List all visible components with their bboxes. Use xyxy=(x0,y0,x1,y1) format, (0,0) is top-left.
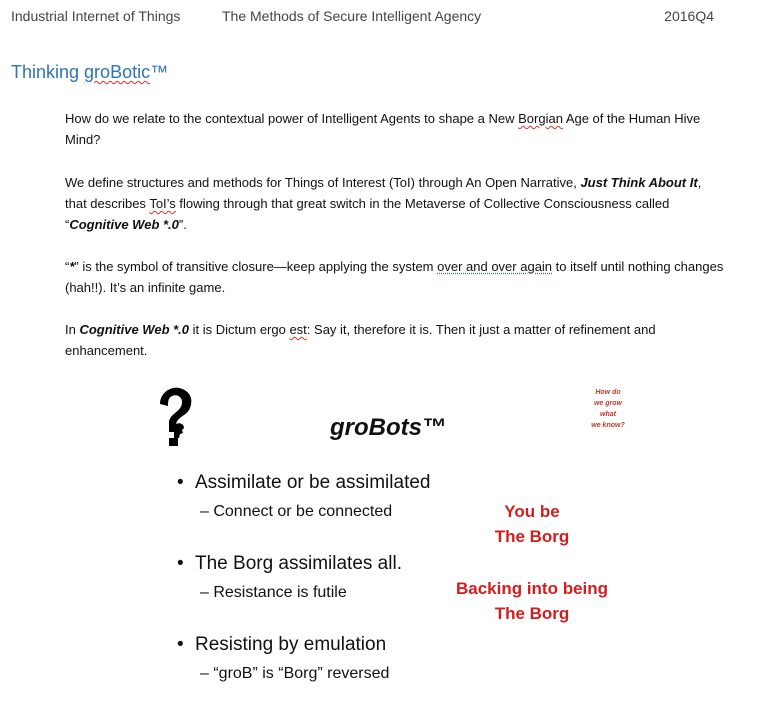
p3-text-c: ” is the symbol of transitive closure—keep applying the system xyxy=(74,259,438,274)
p3-star: * xyxy=(69,259,75,274)
red-label-line: Backing into being xyxy=(455,579,609,598)
title-suffix: ™ xyxy=(150,62,169,82)
paragraph-1 xyxy=(65,108,725,150)
p3-text-e: to itself until nothing changes (hah!!). It’s an infinite game. xyxy=(65,259,724,295)
callout-text xyxy=(578,387,638,431)
p1-text-a: How do we relate to the contextual power of Intelligent Agents to shape a New xyxy=(65,111,519,126)
paragraph-3 xyxy=(65,256,725,298)
sub-bullet: – Connect or be connected xyxy=(200,503,393,520)
p3-over-and-over: over and over again xyxy=(437,259,553,274)
section-title xyxy=(11,62,168,83)
p2-text-c: , that describes xyxy=(65,175,702,211)
p2-just-think: Just Think About It xyxy=(580,175,698,190)
head-question-mark-icon xyxy=(152,386,200,450)
p2-text-e: flowing through that great switch in the Metaverse of Collective Consciousness called “ xyxy=(65,196,670,232)
red-label-line: You be xyxy=(504,502,560,521)
sub-bullet: – Resistance is futile xyxy=(200,584,347,601)
header-left: Industrial Internet of Things xyxy=(11,8,181,24)
red-label-backing-into-borg xyxy=(436,576,628,626)
bullet-item xyxy=(177,472,430,494)
callout-line: what xyxy=(600,411,616,418)
slide-title: groBots™ xyxy=(330,414,446,441)
red-label-you-be-borg xyxy=(470,499,594,549)
document-header xyxy=(11,8,750,30)
p4-text-e: : Say it, therefore it is. Then it just a matter of refinement and enhancement. xyxy=(65,322,656,358)
p1-text-c: Age of the Human Hive Mind? xyxy=(65,111,701,147)
callout-line: we know? xyxy=(591,422,625,429)
p2-cognitive-web: Cognitive Web *.0 xyxy=(69,217,179,232)
callout-line: we grow xyxy=(593,400,622,407)
p1-borgian: Borgian xyxy=(518,111,563,126)
p2-text-a: We define structures and methods for Things of Interest (ToI) through An Open Narrative, xyxy=(65,175,581,190)
title-prefix: Thinking xyxy=(11,62,85,82)
p2-text-g: ”. xyxy=(178,217,187,232)
bullet-text: The Borg assimilates all. xyxy=(195,553,402,574)
paragraph-4 xyxy=(65,319,725,361)
bullet-item xyxy=(177,553,402,575)
header-center: The Methods of Secure Intelligent Agency xyxy=(222,8,482,24)
red-label-line: The Borg xyxy=(494,604,570,623)
bullet-text: Assimilate or be assimilated xyxy=(195,472,431,493)
callout-line: How do xyxy=(595,389,621,396)
red-label-line: The Borg xyxy=(494,527,570,546)
bullet-text: Resisting by emulation xyxy=(195,634,387,655)
title-word: groBotic xyxy=(84,62,151,82)
sub-bullet: – “groB” is “Borg” reversed xyxy=(200,665,390,682)
bullet-dot: • xyxy=(177,553,184,574)
p2-tois: ToI’s xyxy=(149,196,176,211)
p4-cognitive-web: Cognitive Web *.0 xyxy=(79,322,190,337)
bullet-dot: • xyxy=(177,472,184,493)
p4-text-a: In xyxy=(65,322,80,337)
bullet-item xyxy=(177,634,386,656)
header-date: 2016Q4 xyxy=(664,8,714,24)
bullet-dot: • xyxy=(177,634,184,655)
paragraph-2 xyxy=(65,172,725,235)
p4-text-c: it is Dictum ergo xyxy=(189,322,290,337)
p4-est: est xyxy=(289,322,307,337)
p3-text-a: “ xyxy=(65,259,70,274)
